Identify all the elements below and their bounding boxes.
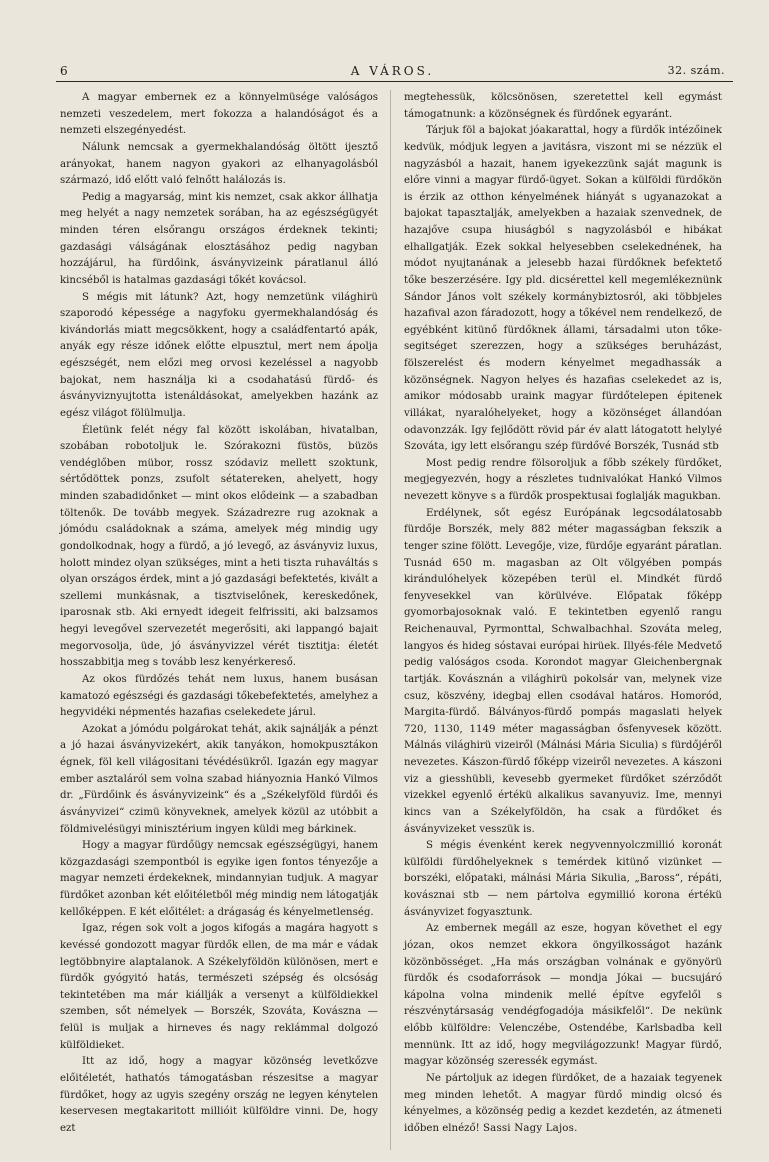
publication-title: A VÁROS. [350,64,435,78]
paragraph: Az embernek megáll az esze, hogyan követhet el egy józan, okos nemzet ekkora öngyilkosságot hazánk közönbösséget. „Ha más országban volnának e gyönyörü fürdők és csodaforrások — mondja Jókai — bucsujáró kápolna volna mindenik mellé építve egyfelől s részvénytársaság vendégfogadója másikfelől“. De nekünk előbb külföldre: Velenczébe, Ostendébe, Karlsbadba kell mennünk. Itt az idő, hogy megvilágozzunk! Magyar fürdő, magyar közönség szeressék egymást. [404,923,722,1068]
right-column [404,90,722,1137]
issue-number: 32. szám. [667,64,725,77]
paragraph: S mégis mit látunk? Azt, hogy nemzetünk világhirü szaporodó képessége a nagyfoku gyermekhalandóság és kivándorlás miatt megcsökkent, hogy a családfentartó apák, anyák egy része időnek előtte elpusztul, mert nem ápolja egészségét, nem előzi meg orvosi kezeléssel a nagyobb bajokat, nem használja ki a csodahatású fürdő- és ásványviznyujtotta istenáldásokat, amelyekben hazánk az egész világot fölülmulja. [60,291,378,419]
paragraph: Nálunk nemcsak a gyermekhalandóság öltött ijesztő arányokat, hanem nagyon gyakori az elhanyagolásból származó, idő előtt való felnőtt halálozás is. [60,141,378,187]
page-header [56,60,729,82]
paragraph: Hogy a magyar fürdőügy nemcsak egészségügyi, hanem közgazdasági szempontból is egyike igen fontos tényezője a magyar nemzeti érdekeknek, mindannyian tudjuk. A magyar fürdőket azonban két előitéletből még mindig nem látogatják kellőképpen. E két előitélet: a drágaság és kényelmetlenség. [60,840,378,918]
paragraph: Életünk felét négy fal között iskolában, hivatalban, szobában robotoljuk le. Szórakozni füstös, büzös vendéglőben mübor, rossz szódaviz mellett szoktunk, sértődöttek ponzs, zsufolt sétatereken, ahelyett, hogy minden szabadidőnket — mint okos elődeink — a szabadban töltenők. De tovább megyek. Századrezre rug azoknak a jómódu családoknak a száma, amelyek még mindig ugy gondolkodnak, hogy a fürdő, a jó levegő, az ásványviz luxus, holott mindez olyan szükséges, mint a heti tiszta ruhaváltás s olyan országos érdek, mint a jó gazdasági befektetés, kivált a szellemi munkásnak, a tisztviselőnek, kereskedőnek, iparosnak stb. Aki ernyedt idegeit felfrissiti, aki balzsamos hegyi levegővel szervezetét megerősiti, aki lappangó bajait megorvosolja, üde, jó ásványvizzel vérét tisztitja: életét hosszabbitja meg s tovább lesz kenyérkereső. [60,424,378,669]
paragraph: Itt az idő, hogy a magyar közönség levetkőzve előitéletét, hathatós támogatásban részesitse a magyar fürdőket, hogy az ugyis szegény ország ne legyen kénytelen keservesen megtakaritott millióit külföldre vinni. De, hogy ezt [60,1056,378,1134]
paragraph: Most pedig rendre fölsoroljuk a főbb székely fürdőket, megjegyezvén, hogy a részletes tudnivalókat Hankó Vilmos nevezett könyve s a fürdők prospektusai foglalják magukban. [404,457,722,502]
paragraph: Pedig a magyarság, mint kis nemzet, csak akkor állhatja meg helyét a nagy nemzetek sorában, ha az egészségügyét minden téren elsőrangu országos érdeknek tekinti; gazdasági válságának elosztásához pedig nagyban hozzájárul, ha fürdőink, ásványvizeink páratlanul álló kincséből is hatalmas gazdasági tőkét kovácsol. [60,191,378,286]
last-paragraph [404,1071,722,1138]
paragraph: megtehessük, kölcsönösen, szeretettel kell egymást támogatnunk: a közönségnek és fürdőnek egyaránt. [404,92,722,120]
paragraph: S mégis évenként kerek negyvennyolczmillió koronát külföldi fürdőhelyeknek s temérdek kitünő vizünket — borszéki, előpataki, málnási Mária Sikulia, „Baross“, répáti, kovásznai stb — nem pártolva egymillió korona értékü ásványvizet fogyasztunk. [404,840,722,918]
left-column [60,90,378,1137]
paragraph: Azokat a jómódu polgárokat tehát, akik sajnálják a pénzt a jó hazai ásványvizekért, akik tanyákon, homokpusztákon égnek, föl kell világositani tévédésükről. Igazán egy magyar ember asztaláról sem volna szabad hiányoznia Hankó Vilmos dr. „Fürdőink és ásványvizeink“ és a „Székelyföld fürdői és ásványvizei“ czimü könyveknek, amelyek közül az utóbbit a földmivelésügyi minisztérium ingyen küldi meg bárkinek. [60,723,378,835]
column-divider [390,90,391,1150]
paragraph: Az okos fürdőzés tehát nem luxus, hanem busásan kamatozó egészségi és gazdasági tőkebefektetés, amelyhez a hegyvidéki népmentés hazafias cselekedete járul. [60,673,378,719]
page-number: 6 [60,64,69,78]
paragraph: Tárjuk föl a bajokat jóakarattal, hogy a fürdők intézőinek kedvük, módjuk legyen a javitásra, viszont mi se nézzük el nagyzásból a hazait, hanem igyekezzünk saját magunk is előre vinni a magyar fürdő-ügyet. Sokan a külföldi fürdőkön is érzik az otthon kényelmének hiányát s ugyanazokat a bajokat tapasztalják, amelyekben a hazaiak szenvednek, de hazajőve csupa hiuságból s nagyzolásból e hibákat elhallgatják. Ezek sokkal helyesebben cselekednének, ha módot nyujtanának a jelesebb hazai fürdőknek befektető tőke beszerzésére. Igy pld. dicsérettel kell megemlékeznünk Sándor János volt székely kormánybiztosról, aki többjeles hazafival azon fáradozott, hogy a tőkével nem rendelkező, de egyébként kitünő fürdőknek állami, társadalmi uton tőke-segitséget szerezzen, hogy a szükséges beruházást, fölszerelést és modern kényelmet megadhassák a közönségnek. Nagyon helyes és hazafias cselekedet az is, amikor módosabb uraink magyar fürdőtelepen épitenek villákat, nyaralóhelyeket, hogy a közönséget állandóan odavonzzák. Igy fejlődött rövid pár év alatt látogatott helylyé Szováta, igy lett elsőrangu szép fürdővé Borszék, Tusnád stb [404,125,722,453]
header-rule [56,81,733,82]
paragraph: A magyar embernek ez a könnyelmüsége valóságos nemzeti veszedelem, mert fokozza a halandóságot és a nemzeti elszegényedést. [60,92,378,137]
paragraph: Igaz, régen sok volt a jogos kifogás a magára hagyott s kevéssé gondozott magyar fürdők ellen, de ma már e vádak legtöbbnyire alaptalanok. A Székelyföldön különösen, mert e fürdők gyógyitó hatás, természeti szépség és olcsóság tekintetében ma már kiállják a versenyt a külföldiekkel szemben, sőt némelyek — Borszék, Szováta, Kovászna — felül is muljak a hirneves és nagy reklámmal dolgozó külföldieket. [60,923,378,1051]
paragraph-text: Ne pártoljuk az idegen fürdőket, de a hazaiak tegyenek meg minden lehetőt. A magyar fürdő mindig olcsó és kényelmes, a közönség pedig a kezdet kezdetén, az átmeneti időben elnéző! [404,1072,722,1134]
paragraph: Erdélynek, sőt egész Európának legcsodálatosabb fürdője Borszék, mely 882 méter magasságban fekszik a tenger szine fölött. Levegője, vize, fürdője egyaránt páratlan. Tusnád 650 m. magasban az Olt völgyében pompás kirándulóhelyek közepében terül el. Mindkét fürdő fenyvesekkel van körülvéve. Előpatak főképp gyomorbajosoknak való. E tekintetben egyenlő rangu Reichenauval, Pyrmonttal, Schwalbachhal. Szováta meleg, langyos és hideg sóstavai európai hirüek. Illyés-féle Medvető pedig valóságos csoda. Korondot magyar Gleichenbergnak tartják. Kovásznán a világhirü pokolsár van, melynek vize csuz, köszvény, idegbaj ellen csodával határos. Homoród, Margita-fürdő. Bálványos-fürdő pompás magaslati helyek 720, 1130, 1149 méter magasságban ősfenyvesek között. Málnás világhirü vizeiről (Málnási Mária Siculia) s fürdőjéről nevezetes. Kászon-fürdő főképp vizeiről nevezetes. A kászoni viz a giesshübli, kevesebb gyermeket fürdőket szérződőt vizekkel egyenlő értékü alkalikus savanyuviz. Ime, mennyi kincs van a Székelyföldön, ha csak a fürdőket és ásványvizeket vesszük is. [404,507,722,835]
author-signature: Sassi Nagy Lajos. [483,1122,578,1134]
